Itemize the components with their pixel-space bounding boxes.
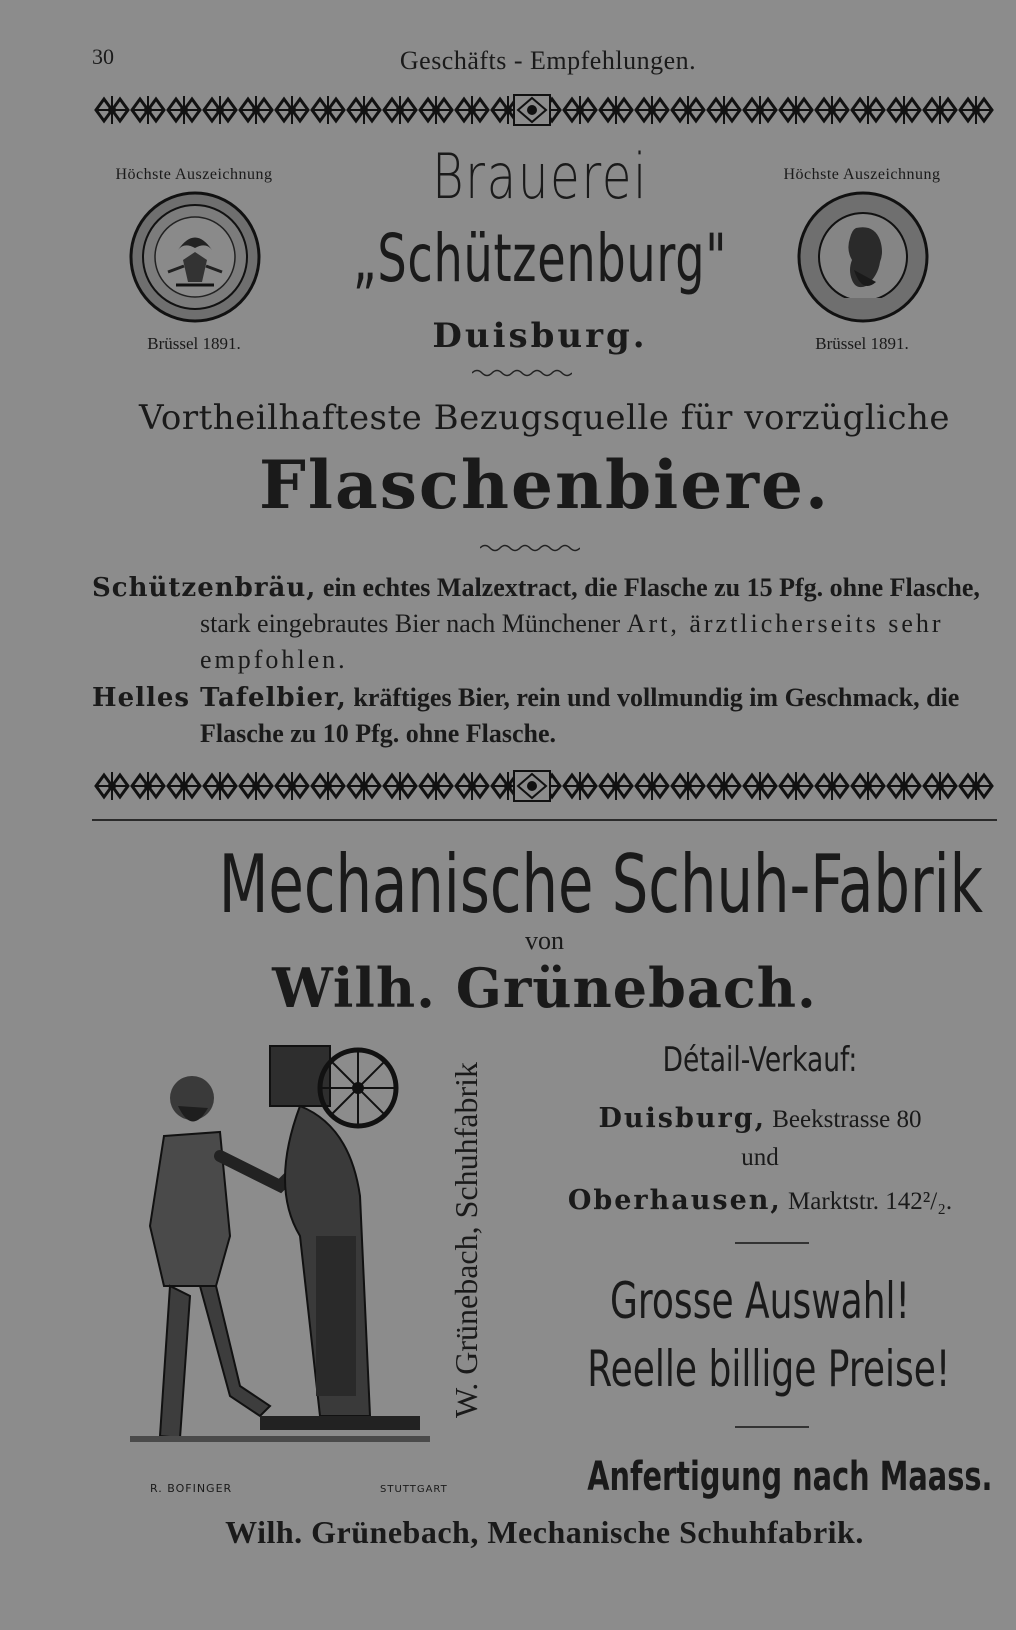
medal-left-icon (128, 190, 262, 324)
tagline: Vortheilhafteste Bezugsquelle für vorzügliche (138, 398, 951, 438)
brewery-city: Duisburg. (432, 316, 648, 356)
brewery-name: „Schützenburg" (352, 220, 728, 297)
page-number: 30 (92, 44, 114, 69)
engraver-signature: R. BOFINGER (150, 1482, 233, 1495)
medal-right-icon (796, 190, 930, 324)
detail-sale-heading: Détail-Verkauf: (662, 1040, 858, 1080)
engraver-city: STUTTGART (380, 1484, 448, 1495)
section-rule (92, 819, 997, 821)
product-text-1: stark eingebrautes Bier nach Münchener (200, 609, 621, 638)
wavy-divider-1 (472, 368, 572, 378)
von-text: von (525, 926, 564, 955)
ornament-band-top (94, 93, 994, 127)
product-text-bold-1: ein echtes Malzextract, die Flasche zu 15 Pfg. ohne Flasche, (322, 573, 980, 602)
product-description-1 (92, 570, 997, 678)
custom-made-text: Anfertigung nach Maass. (587, 1454, 993, 1500)
running-head: Geschäfts - Empfehlungen. (399, 46, 697, 75)
product-text-spaced-1: Art, ärztlicherseits sehr empfohlen. (200, 609, 944, 674)
slogan-prices: Reelle billige Preise! (587, 1340, 951, 1398)
vertical-sign (400, 1040, 484, 1440)
city-duisburg: Duisburg, (598, 1103, 766, 1134)
address-oberhausen (520, 1185, 1000, 1216)
product-name-1: Schützenbräu, (92, 573, 317, 603)
street-oberhausen: Marktstr. 142²/₂. (788, 1188, 953, 1215)
slogan-selection: Grosse Auswahl! (610, 1272, 910, 1330)
address-duisburg (520, 1103, 1000, 1134)
headline-bottled-beer: Flaschenbiere. (259, 446, 830, 524)
award-place-left: Brüssel 1891. (147, 334, 241, 353)
award-label-right: Höchste Auszeichnung (783, 166, 941, 183)
footer-signature: Wilh. Grünebach, Mechanische Schuhfabrik. (225, 1514, 864, 1550)
short-rule-1 (735, 1242, 809, 1244)
city-oberhausen: Oberhausen, (567, 1185, 782, 1216)
award-place-right: Brüssel 1891. (815, 334, 909, 353)
and-text: und (741, 1144, 779, 1171)
product-text-bold-2: kräftiges Bier, rein und vollmundig im Geschmack, die Flasche zu 10 Pfg. ohne Flasche. (200, 683, 960, 748)
product-description-2 (92, 680, 997, 752)
award-label-left: Höchste Auszeichnung (115, 166, 273, 183)
brewery-title: Brauerei (431, 140, 649, 213)
ornament-band-bottom (94, 769, 994, 803)
vertical-sign-text: W. Grünebach, Schuhfabrik (448, 1061, 484, 1419)
shoe-factory-title: Mechanische Schuh-Fabrik (218, 838, 984, 931)
short-rule-2 (735, 1426, 809, 1428)
wavy-divider-2 (480, 543, 580, 553)
street-duisburg: Beekstrasse 80 (772, 1106, 922, 1133)
owner-name: Wilh. Grünebach. (272, 956, 817, 1020)
product-name-2: Helles Tafelbier, (92, 683, 347, 713)
